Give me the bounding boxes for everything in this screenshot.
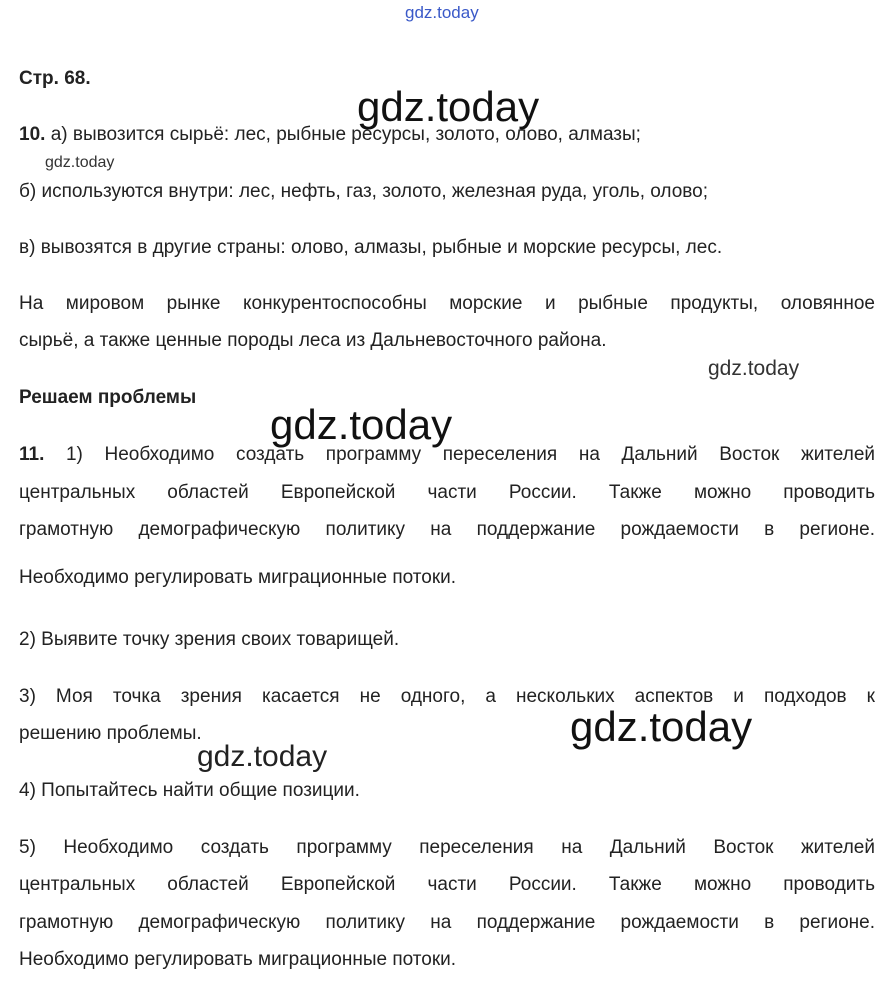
q11-step5-line1: 5) Необходимо создать программу переселения на Дальний Восток жителей — [19, 837, 875, 858]
q10-line-b: б) используются внутри: лес, нефть, газ, золото, железная руда, уголь, олово; — [19, 181, 709, 202]
q10-paragraph-line1: На мировом рынке конкурентоспособны морские и рыбные продукты, оловянное — [19, 293, 875, 314]
q11-line2: центральных областей Европейской части России. Также можно проводить — [19, 482, 875, 503]
q11-step4: 4) Попытайтесь найти общие позиции. — [19, 780, 360, 801]
q11-step5-line3: грамотную демографическую политику на поддержание рождаемости в регионе. — [19, 912, 875, 933]
q11-step2: 2) Выявите точку зрения своих товарищей. — [19, 629, 400, 650]
q11-step5-line2: центральных областей Европейской части России. Также можно проводить — [19, 874, 875, 895]
q10-line-a — [19, 123, 641, 147]
watermark: gdz.today — [357, 83, 540, 130]
watermark: gdz.today — [45, 154, 115, 171]
watermark: gdz.today — [708, 357, 800, 380]
q10-a-text: а) вывозится сырьё: лес, рыбные ресурсы, золото, олово, алмазы; — [45, 124, 641, 145]
q11-step3-line2: решению проблемы. — [19, 723, 202, 744]
q11-line1 — [19, 443, 875, 467]
page-label: Стр. 68. — [19, 68, 91, 89]
q11-step3-line1: 3) Моя точка зрения касается не одного, а нескольких аспектов и подходов к — [19, 686, 875, 707]
watermark: gdz.today — [270, 401, 453, 448]
q10-paragraph-line2: сырьё, а также ценные породы леса из Дальневосточного района. — [19, 330, 607, 351]
section-title: Решаем проблемы — [19, 387, 197, 408]
watermark: gdz.today — [197, 740, 328, 773]
q10-number: 10. — [19, 124, 46, 145]
watermark: gdz.today — [570, 703, 753, 750]
q11-line3: грамотную демографическую политику на поддержание рождаемости в регионе. — [19, 519, 875, 540]
q11-line1-text: 1) Необходимо создать программу переселения на Дальний Восток жителей — [44, 444, 875, 465]
q11-line4: Необходимо регулировать миграционные потоки. — [19, 567, 457, 588]
q11-step5-line4: Необходимо регулировать миграционные потоки. — [19, 949, 457, 970]
q10-line-v: в) вывозятся в другие страны: олово, алмазы, рыбные и морские ресурсы, лес. — [19, 237, 723, 258]
watermark-top: gdz.today — [405, 3, 479, 22]
q11-number: 11. — [19, 444, 45, 465]
